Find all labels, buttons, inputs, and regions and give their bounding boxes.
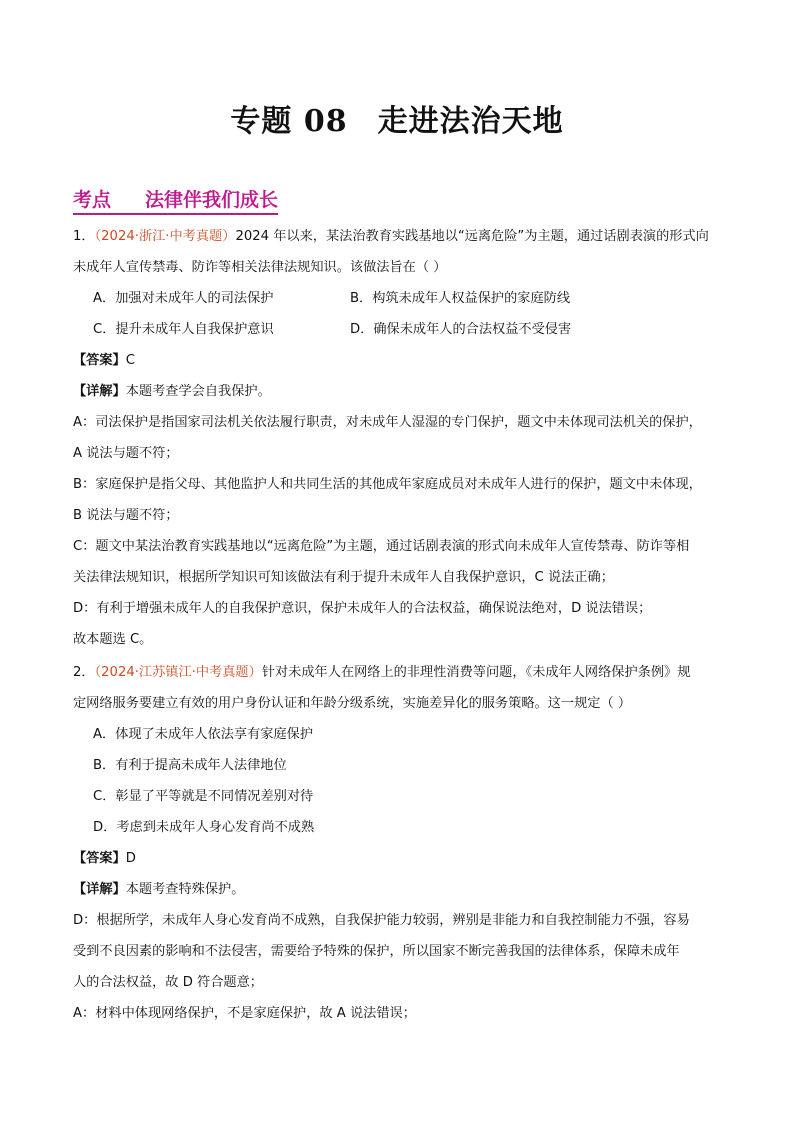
q2-analysis-d-2: 受到不良因素的影响和不法侵害，需要给予特殊的保护，所以国家不断完善我国的法律体系，保障未成年 (73, 944, 680, 959)
q2-detail (73, 881, 244, 899)
section-name: 法律伴我们成长 (145, 189, 279, 211)
q1-answer-label: 【答案】 (73, 353, 126, 368)
q2-stem-text-1: 针对未成年人在网络上的非理性消费等问题，《未成年人网络保护条例》规 (261, 665, 691, 680)
q2-answer-value: D (125, 851, 136, 866)
q1-stem-line-1 (73, 228, 709, 246)
q2-stem-line-1 (73, 664, 690, 682)
q2-analysis-a-1: A：材料中体现网络保护，不是家庭保护，故 A 说法错误； (73, 1006, 416, 1021)
q1-option-b: B．构筑未成年人权益保护的家庭防线 (350, 291, 571, 306)
q2-option-a: A．体现了未成年人依法享有家庭保护 (93, 727, 314, 742)
title-topic-name: 走进法治天地 (377, 104, 564, 139)
q1-option-d: D．确保未成年人的合法权益不受侵害 (350, 322, 572, 337)
q1-detail-text: 本题考查学会自我保护。 (125, 384, 271, 399)
q2-stem-line-2: 定网络服务要建立有效的用户身份认证和年龄分级系统，实施差异化的服务策略。这一规定（ ） (73, 696, 632, 711)
q1-source: （2024·浙江·中考真题） (94, 229, 236, 244)
q1-option-a: A．加强对未成年人的司法保护 (93, 291, 274, 306)
q2-source: （2024·江苏镇江·中考真题） (94, 665, 262, 680)
q2-option-d: D．考虑到未成年人身心发育尚不成熟 (93, 820, 315, 835)
q1-analysis-a-1: A：司法保护是指国家司法机关依法履行职责，对未成年人湿湿的专门保护，题文中未体现司法机关的保护， (73, 415, 702, 430)
q1-analysis-b-2: B 说法与题不符； (73, 508, 179, 523)
page-title (0, 96, 794, 140)
q2-number: 2． (73, 665, 95, 680)
section-heading (73, 188, 278, 215)
q2-analysis-d-3: 人的合法权益，故 D 符合题意； (73, 975, 263, 990)
section-label: 考点 (73, 189, 112, 211)
q1-analysis-a-2: A 说法与题不符； (73, 446, 179, 461)
q1-option-c: C．提升未成年人自我保护意识 (93, 322, 274, 337)
q1-analysis-b-1: B：家庭保护是指父母、其他监护人和共同生活的其他成年家庭成员对未成年人进行的保护，题文中未体现， (73, 477, 702, 492)
q1-number: 1． (73, 229, 95, 244)
title-topic-number: 专题 08 (230, 104, 348, 139)
q1-analysis-c-2: 关法律法规知识，根据所学知识可知该做法有利于提升未成年人自我保护意识，C 说法正确； (73, 570, 614, 585)
q2-answer (73, 850, 136, 868)
q2-answer-label: 【答案】 (73, 851, 126, 866)
q1-detail (73, 383, 271, 401)
q2-option-c: C．彰显了平等就是不同情况差别对待 (93, 789, 314, 804)
q2-detail-text: 本题考查特殊保护。 (125, 882, 245, 897)
q1-analysis-d-1: D：有利于增强未成年人的自我保护意识，保护未成年人的合法权益，确保说法绝对，D 说法错误； (73, 601, 652, 616)
q2-analysis-d-1: D：根据所学，未成年人身心发育尚不成熟，自我保护能力较弱，辨别是非能力和自我控制能力不强，容易 (73, 913, 690, 928)
q1-answer-value: C (125, 353, 135, 368)
q1-detail-label: 【详解】 (73, 384, 126, 399)
q1-answer (73, 352, 135, 370)
q2-option-b: B．有利于提高未成年人法律地位 (93, 758, 287, 773)
q2-detail-label: 【详解】 (73, 882, 126, 897)
q1-analysis-c-1: C：题文中某法治教育实践基地以“远离危险”为主题，通过话剧表演的形式向未成年人宣传禁毒、防诈等相 (73, 539, 690, 554)
q1-conclusion: 故本题选 C。 (73, 632, 153, 647)
q1-stem-line-2: 未成年人宣传禁毒、防诈等相关法律法规知识。该做法旨在（ ） (73, 260, 447, 275)
q1-stem-text-1: 2024 年以来，某法治教育实践基地以“远离危险”为主题，通过话剧表演的形式向 (235, 229, 709, 244)
